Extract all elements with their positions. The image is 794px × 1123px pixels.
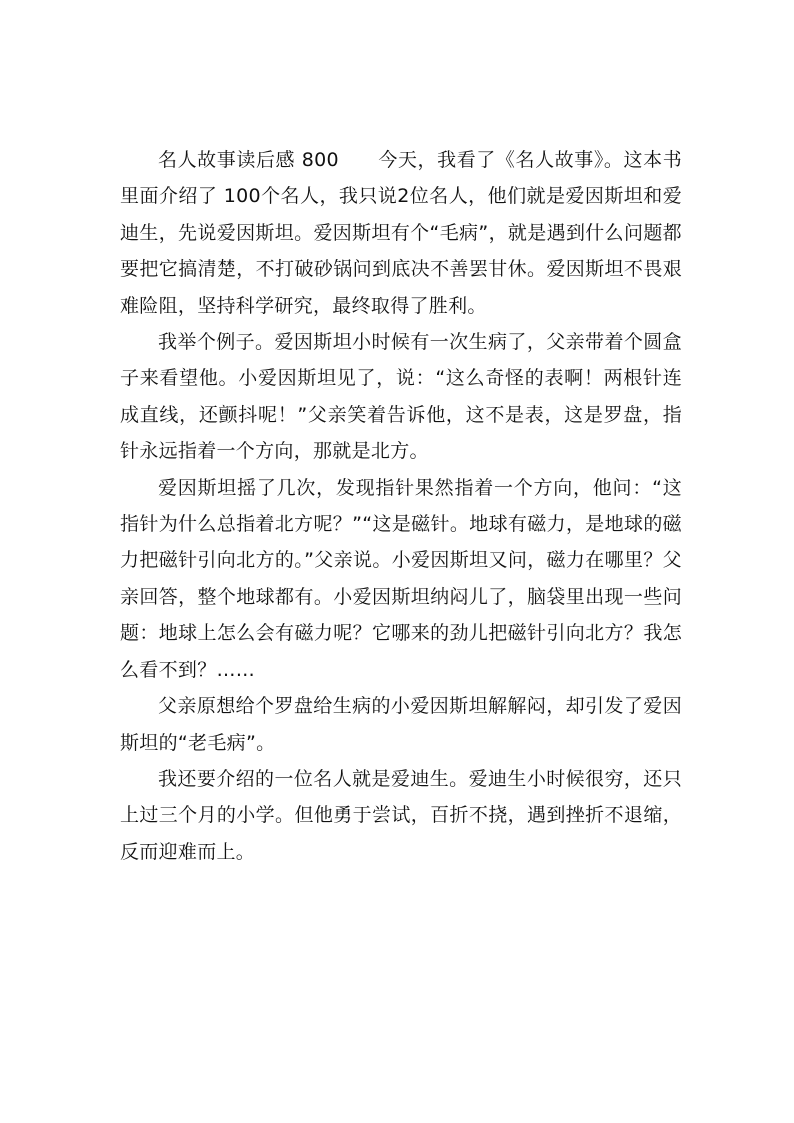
- paragraph-1: 名人故事读后感 800 今天，我看了《名人故事》。这本书里面介绍了 100个名人，我只说2位名人，他们就是爱因斯坦和爱迪生，先说爱因斯坦。爱因斯坦有个“毛病”，就是遇到什么问题都要把它搞清楚，不打破砂锅问到底决不善罢甘休。爱因斯坦不畏艰难险阻，坚持科学研究，最终取得了胜利。: [120, 149, 682, 317]
- paragraph-4: 父亲原想给个罗盘给生病的小爱因斯坦解解闷，却引发了爱因斯坦的“老毛病”。: [120, 695, 682, 754]
- paragraph-2: 我举个例子。爱因斯坦小时候有一次生病了，父亲带着个圆盒子来看望他。小爱因斯坦见了，说：“这么奇怪的表啊！两根针连成直线，还颤抖呢！”父亲笑着告诉他，这不是表，这是罗盘，指针永远指着一个方向，那就是北方。: [120, 331, 682, 463]
- paragraph-3: 爱因斯坦摇了几次，发现指针果然指着一个方向，他问：“这指针为什么总指着北方呢？”“这是磁针。地球有磁力，是地球的磁力把磁针引向北方的。”父亲说。小爱因斯坦又问，磁力在哪里？父亲回答，整个地球都有。小爱因斯坦纳闷儿了，脑袋里出现一些问题：地球上怎么会有磁力呢？它哪来的劲儿把磁针引向北方？我怎么看不到？……: [120, 476, 682, 681]
- paragraph-5: 我还要介绍的一位名人就是爱迪生。爱迪生小时候很穷，还只上过三个月的小学。但他勇于尝试，百折不挠，遇到挫折不退缩，反而迎难而上。: [120, 767, 682, 863]
- essay-body: [120, 142, 682, 870]
